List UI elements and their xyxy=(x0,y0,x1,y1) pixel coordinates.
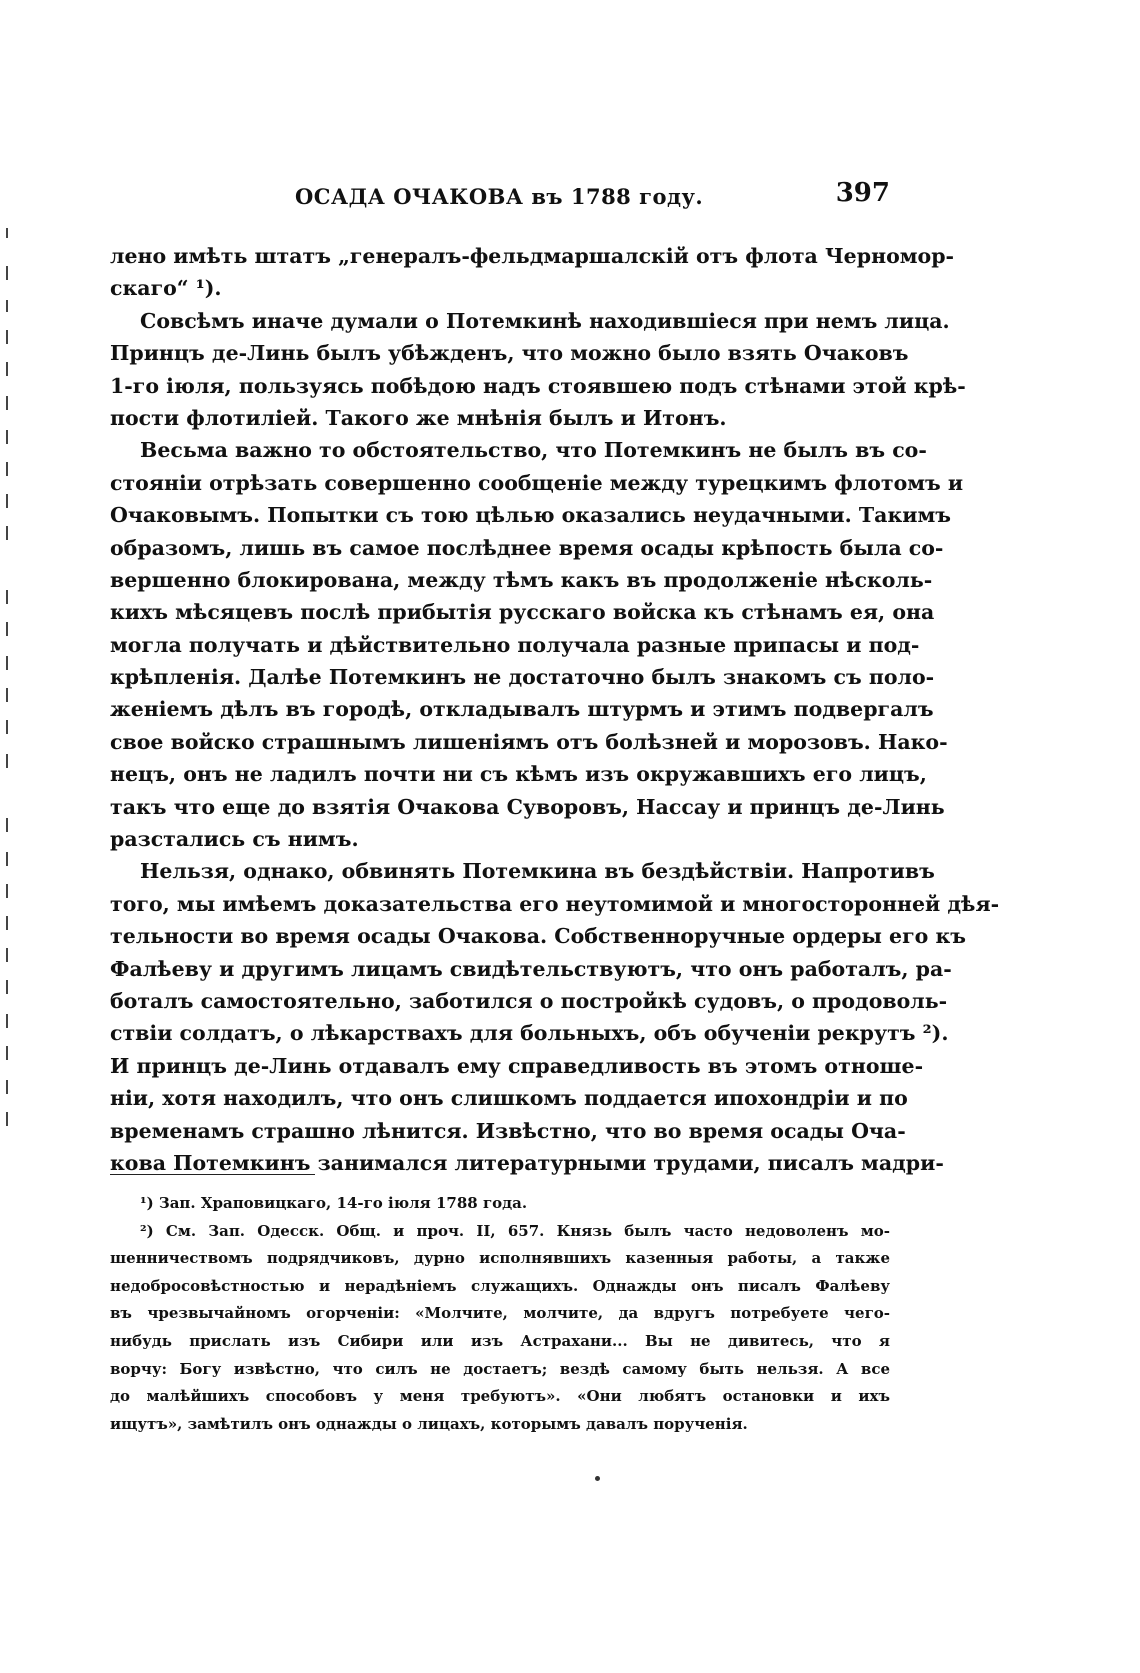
footnote-line: ²) См. Зап. Одесск. Общ. и проч. II, 657. Князь былъ часто недоволенъ мо- xyxy=(140,1221,890,1240)
text-line: Фалѣеву и другимъ лицамъ свидѣтельствуютъ, что онъ работалъ, ра- xyxy=(110,956,952,981)
edge-mark xyxy=(6,754,8,768)
text-line: крѣпленія. Далѣе Потемкинъ не достаточно былъ знакомъ съ поло- xyxy=(110,665,935,690)
edge-mark xyxy=(6,818,8,832)
text-line: ніи, хотя находилъ, что онъ слишкомъ поддается ипохондріи и по xyxy=(110,1086,908,1111)
edge-mark xyxy=(6,884,8,898)
text-line: Совсѣмъ иначе думали о Потемкинѣ находившіеся при немъ лица. xyxy=(140,308,950,333)
print-speck xyxy=(595,1476,600,1481)
text-line: пости флотиліей. Такого же мнѣнія былъ и Итонъ. xyxy=(110,405,727,430)
text-line: кова Потемкинъ занимался литературными трудами, писалъ мадри- xyxy=(110,1150,944,1175)
text-line: нецъ, онъ не ладилъ почти ни съ кѣмъ изъ окружавшихъ его лицъ, xyxy=(110,762,927,787)
footnote-line: нибудь прислать изъ Сибири или изъ Астрахани... Вы не дивитесь, что я xyxy=(110,1331,890,1350)
text-line: скаго“ ¹). xyxy=(110,276,222,301)
text-line: кихъ мѣсяцевъ послѣ прибытія русскаго войска къ стѣнамъ ея, она xyxy=(110,600,935,625)
text-line: того, мы имѣемъ доказательства его неутомимой и многосторонней дѣя- xyxy=(110,891,1000,916)
edge-mark xyxy=(6,494,8,508)
text-line: лено имѣть штатъ „генералъ-фельдмаршалскій отъ флота Черномор- xyxy=(110,244,955,268)
edge-mark xyxy=(6,622,8,636)
footnote-separator xyxy=(110,1174,315,1175)
text-line: свое войско страшнымъ лишеніямъ отъ болѣзней и морозовъ. Нако- xyxy=(110,729,948,754)
text-line: боталъ самостоятельно, заботился о постройкѣ судовъ, о продоволь- xyxy=(110,988,948,1013)
text-line: вершенно блокирована, между тѣмъ какъ въ продолженіе нѣсколь- xyxy=(110,567,933,592)
edge-mark xyxy=(6,1080,8,1094)
edge-mark xyxy=(6,300,8,312)
footnote-line: ¹) Зап. Храповицкаго, 14-го іюля 1788 года. xyxy=(140,1194,528,1212)
edge-mark xyxy=(6,396,8,410)
edge-mark xyxy=(6,330,8,344)
edge-mark xyxy=(6,720,8,734)
edge-mark xyxy=(6,1112,8,1126)
edge-mark xyxy=(6,916,8,930)
text-line: Принцъ де-Линь былъ убѣжденъ, что можно было взять Очаковъ xyxy=(110,341,909,366)
footnote-line: ищутъ», замѣтилъ онъ однажды о лицахъ, которымъ давалъ порученія. xyxy=(110,1414,748,1433)
edge-mark xyxy=(6,266,8,280)
edge-mark xyxy=(6,688,8,702)
edge-mark xyxy=(6,462,8,476)
text-line: женіемъ дѣлъ въ городѣ, откладывалъ штурмъ и этимъ подвергалъ xyxy=(110,697,934,722)
footnote-line: въ чрезвычайномъ огорченіи: «Молчите, молчите, да вдругъ потребуете чего- xyxy=(110,1304,890,1323)
footnote-line: ворчу: Богу извѣстно, что силъ не достаетъ; вездѣ самому быть нельзя. А все xyxy=(110,1359,890,1378)
running-title: ОСАДА ОЧАКОВА въ 1788 году. xyxy=(295,184,704,209)
edge-mark xyxy=(6,980,8,994)
page-edge-marks xyxy=(2,0,14,1673)
edge-mark xyxy=(6,590,8,604)
footnote-line: до малѣйшихъ способовъ у меня требуютъ». «Они любятъ остановки и ихъ xyxy=(110,1387,890,1406)
text-line: разстались съ нимъ. xyxy=(110,827,359,852)
text-line: Нельзя, однако, обвинять Потемкина въ бездѣйствіи. Напротивъ xyxy=(140,859,935,884)
edge-mark xyxy=(6,228,8,238)
text-line: могла получать и дѣйствительно получала разные припасы и под- xyxy=(110,632,920,657)
text-line: такъ что еще до взятія Очакова Суворовъ, Нассау и принцъ де-Линь xyxy=(110,794,945,819)
edge-mark xyxy=(6,656,8,670)
edge-mark xyxy=(6,526,8,540)
main-text xyxy=(110,240,1000,1179)
edge-mark xyxy=(6,1046,8,1060)
text-line: И принцъ де-Линь отдавалъ ему справедливость въ этомъ отноше- xyxy=(110,1053,924,1078)
text-line: 1-го іюля, пользуясь побѣдою надъ стоявшею подъ стѣнами этой крѣ- xyxy=(110,373,966,398)
text-line: временамъ страшно лѣнится. Извѣстно, что во время осады Оча- xyxy=(110,1118,906,1143)
footnote-line: недобросовѣстностью и нерадѣніемъ служащихъ. Однажды онъ писалъ Фалѣеву xyxy=(110,1276,890,1295)
text-line: стояніи отрѣзать совершенно сообщеніе между турецкимъ флотомъ и xyxy=(110,470,964,495)
page-number: 397 xyxy=(835,178,890,208)
text-line: Очаковымъ. Попытки съ тою цѣлью оказались неудачными. Такимъ xyxy=(110,503,951,528)
edge-mark xyxy=(6,430,8,444)
edge-mark xyxy=(6,362,8,376)
footnotes xyxy=(110,1190,890,1438)
footnote-line: шенничествомъ подрядчиковъ, дурно исполнявшихъ казенныя работы, а также xyxy=(110,1249,890,1268)
text-line: ствіи солдатъ, о лѣкарствахъ для больныхъ, объ обученіи рекрутъ ²). xyxy=(110,1021,949,1046)
edge-mark xyxy=(6,1014,8,1028)
edge-mark xyxy=(6,948,8,962)
edge-mark xyxy=(6,852,8,866)
text-line: образомъ, лишь въ самое послѣднее время осады крѣпость была со- xyxy=(110,535,944,560)
page-header xyxy=(100,178,890,218)
text-line: Весьма важно то обстоятельство, что Потемкинъ не былъ въ со- xyxy=(140,438,927,463)
text-line: тельности во время осады Очакова. Собственноручные ордеры его къ xyxy=(110,924,966,949)
